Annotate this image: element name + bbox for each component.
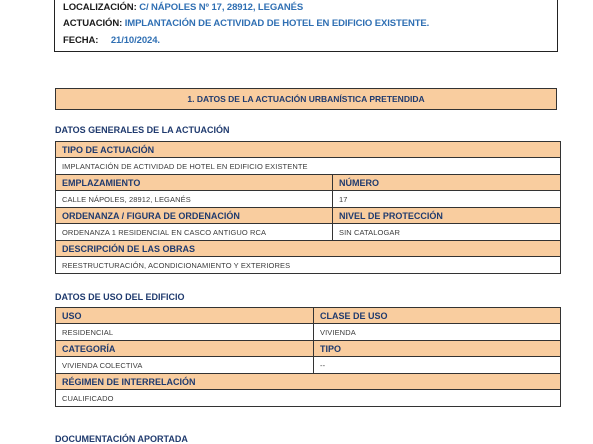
use-label: USO — [56, 308, 314, 324]
section-title-bar: 1. DATOS DE LA ACTUACIÓN URBANÍSTICA PRETENDIDA — [55, 88, 557, 110]
action-label: ACTUACIÓN: — [63, 18, 123, 29]
building-use-table — [55, 307, 561, 407]
location-line — [63, 2, 303, 13]
date-label: FECHA: — [63, 35, 99, 46]
ordinance-value: ORDENANZA 1 RESIDENCIAL EN CASCO ANTIGUO RCA — [56, 224, 333, 241]
action-type-value: IMPLANTACIÓN DE ACTIVIDAD DE HOTEL EN EDIFICIO EXISTENTE — [56, 158, 561, 175]
works-description-value: REESTRUCTURACIÓN, ACONDICIONAMIENTO Y EXTERIORES — [56, 257, 561, 274]
general-data-table — [55, 141, 561, 274]
action-type-label: TIPO DE ACTUACIÓN — [56, 142, 561, 158]
interrelation-regime-value: CUALIFICADO — [56, 390, 561, 407]
works-description-label: DESCRIPCIÓN DE LAS OBRAS — [56, 241, 561, 257]
use-class-value: VIVIENDA — [314, 324, 561, 341]
protection-level-value: SIN CATALOGAR — [333, 224, 561, 241]
interrelation-regime-label: RÉGIMEN DE INTERRELACIÓN — [56, 374, 561, 390]
category-label: CATEGORÍA — [56, 341, 314, 357]
general-data-title: DATOS GENERALES DE LA ACTUACIÓN — [55, 125, 230, 135]
action-line — [63, 18, 429, 29]
building-use-title: DATOS DE USO DEL EDIFICIO — [55, 292, 185, 302]
date-line — [63, 35, 160, 46]
location-value: C/ NÁPOLES Nº 17, 28912, LEGANÉS — [139, 2, 304, 13]
action-value: IMPLANTACIÓN DE ACTIVIDAD DE HOTEL EN EDIFICIO EXISTENTE. — [124, 18, 430, 29]
protection-level-label: NIVEL DE PROTECCIÓN — [333, 208, 561, 224]
number-field-value: 17 — [333, 191, 561, 208]
location-field-value: CALLE NÁPOLES, 28912, LEGANÉS — [56, 191, 333, 208]
type-label: TIPO — [314, 341, 561, 357]
type-value: -- — [314, 357, 561, 374]
ordinance-label: ORDENANZA / FIGURA DE ORDENACIÓN — [56, 208, 333, 224]
location-label: LOCALIZACIÓN: — [63, 2, 137, 13]
header-box — [54, 0, 558, 52]
use-class-label: CLASE DE USO — [314, 308, 561, 324]
documentation-title: DOCUMENTACIÓN APORTADA — [55, 434, 188, 444]
number-field-label: NÚMERO — [333, 175, 561, 191]
location-field-label: EMPLAZAMIENTO — [56, 175, 333, 191]
use-value: RESIDENCIAL — [56, 324, 314, 341]
date-value: 21/10/2024. — [110, 35, 160, 46]
category-value: VIVIENDA COLECTIVA — [56, 357, 314, 374]
